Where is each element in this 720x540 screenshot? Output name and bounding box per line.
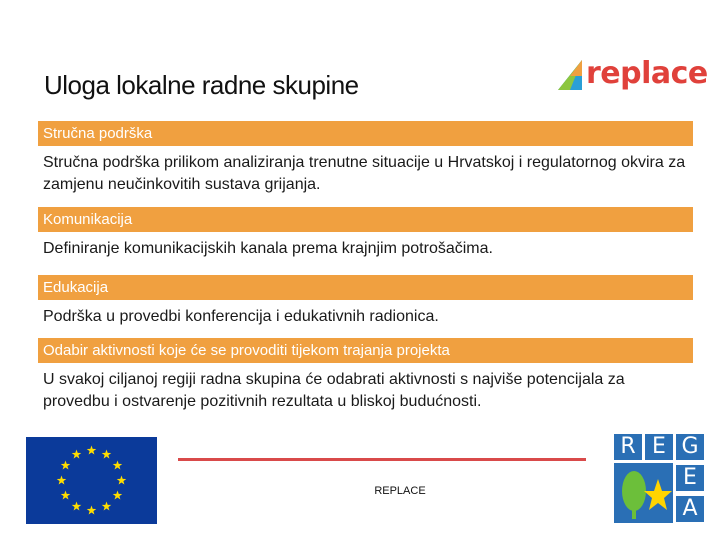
section-edukacija bbox=[38, 275, 693, 328]
eu-star-icon bbox=[117, 476, 127, 485]
page-title: Uloga lokalne radne skupine bbox=[44, 70, 359, 100]
section-komunikacija bbox=[38, 207, 693, 260]
eu-star-icon bbox=[87, 506, 97, 515]
section-header: Stručna podrška bbox=[38, 121, 693, 146]
regea-letter-r: R bbox=[614, 434, 642, 460]
eu-star-icon bbox=[113, 461, 123, 470]
replace-logo bbox=[556, 54, 706, 94]
section-body: Stručna podrška prilikom analiziranja trenutne situacije u Hrvatskoj i regulatornog okvira za zamjenu neučinkovitih sustava grijanja. bbox=[43, 154, 686, 193]
eu-star-icon bbox=[72, 450, 82, 459]
eu-star-icon bbox=[61, 461, 71, 470]
section-strucna-podrska bbox=[38, 121, 693, 196]
regea-letter-a: A bbox=[676, 496, 704, 522]
regea-letter-e2: E bbox=[676, 465, 704, 491]
section-body: Podrška u provedbi konferencija i edukativnih radionica. bbox=[43, 308, 439, 325]
regea-tree-star-icon bbox=[614, 463, 673, 523]
regea-logo bbox=[612, 432, 708, 525]
eu-star-icon bbox=[87, 446, 97, 455]
section-body: U svakoj ciljanoj regiji radna skupina će odabrati aktivnosti s najviše potencijala za provedbu i ostvarenje pozitivnih rezultata u bliskoj budućnosti. bbox=[43, 371, 625, 410]
eu-flag-icon bbox=[26, 437, 157, 524]
regea-letter-e: E bbox=[645, 434, 673, 460]
eu-star-icon bbox=[61, 491, 71, 500]
replace-logo-text: replace bbox=[586, 56, 708, 91]
section-header: Odabir aktivnosti koje će se provoditi tijekom trajanja projekta bbox=[38, 338, 693, 363]
section-body: Definiranje komunikacijskih kanala prema krajnjim potrošačima. bbox=[43, 240, 493, 257]
footer-label: REPLACE bbox=[374, 485, 426, 497]
eu-star-icon bbox=[113, 491, 123, 500]
regea-letter-g: G bbox=[676, 434, 704, 460]
section-header: Edukacija bbox=[38, 275, 693, 300]
section-header: Komunikacija bbox=[38, 207, 693, 232]
section-odabir-aktivnosti bbox=[38, 338, 693, 413]
eu-star-icon bbox=[102, 502, 112, 511]
eu-star-icon bbox=[102, 450, 112, 459]
eu-star-icon bbox=[72, 502, 82, 511]
footer-divider bbox=[178, 458, 586, 461]
replace-logo-icon bbox=[556, 54, 586, 94]
eu-star-icon bbox=[57, 476, 67, 485]
